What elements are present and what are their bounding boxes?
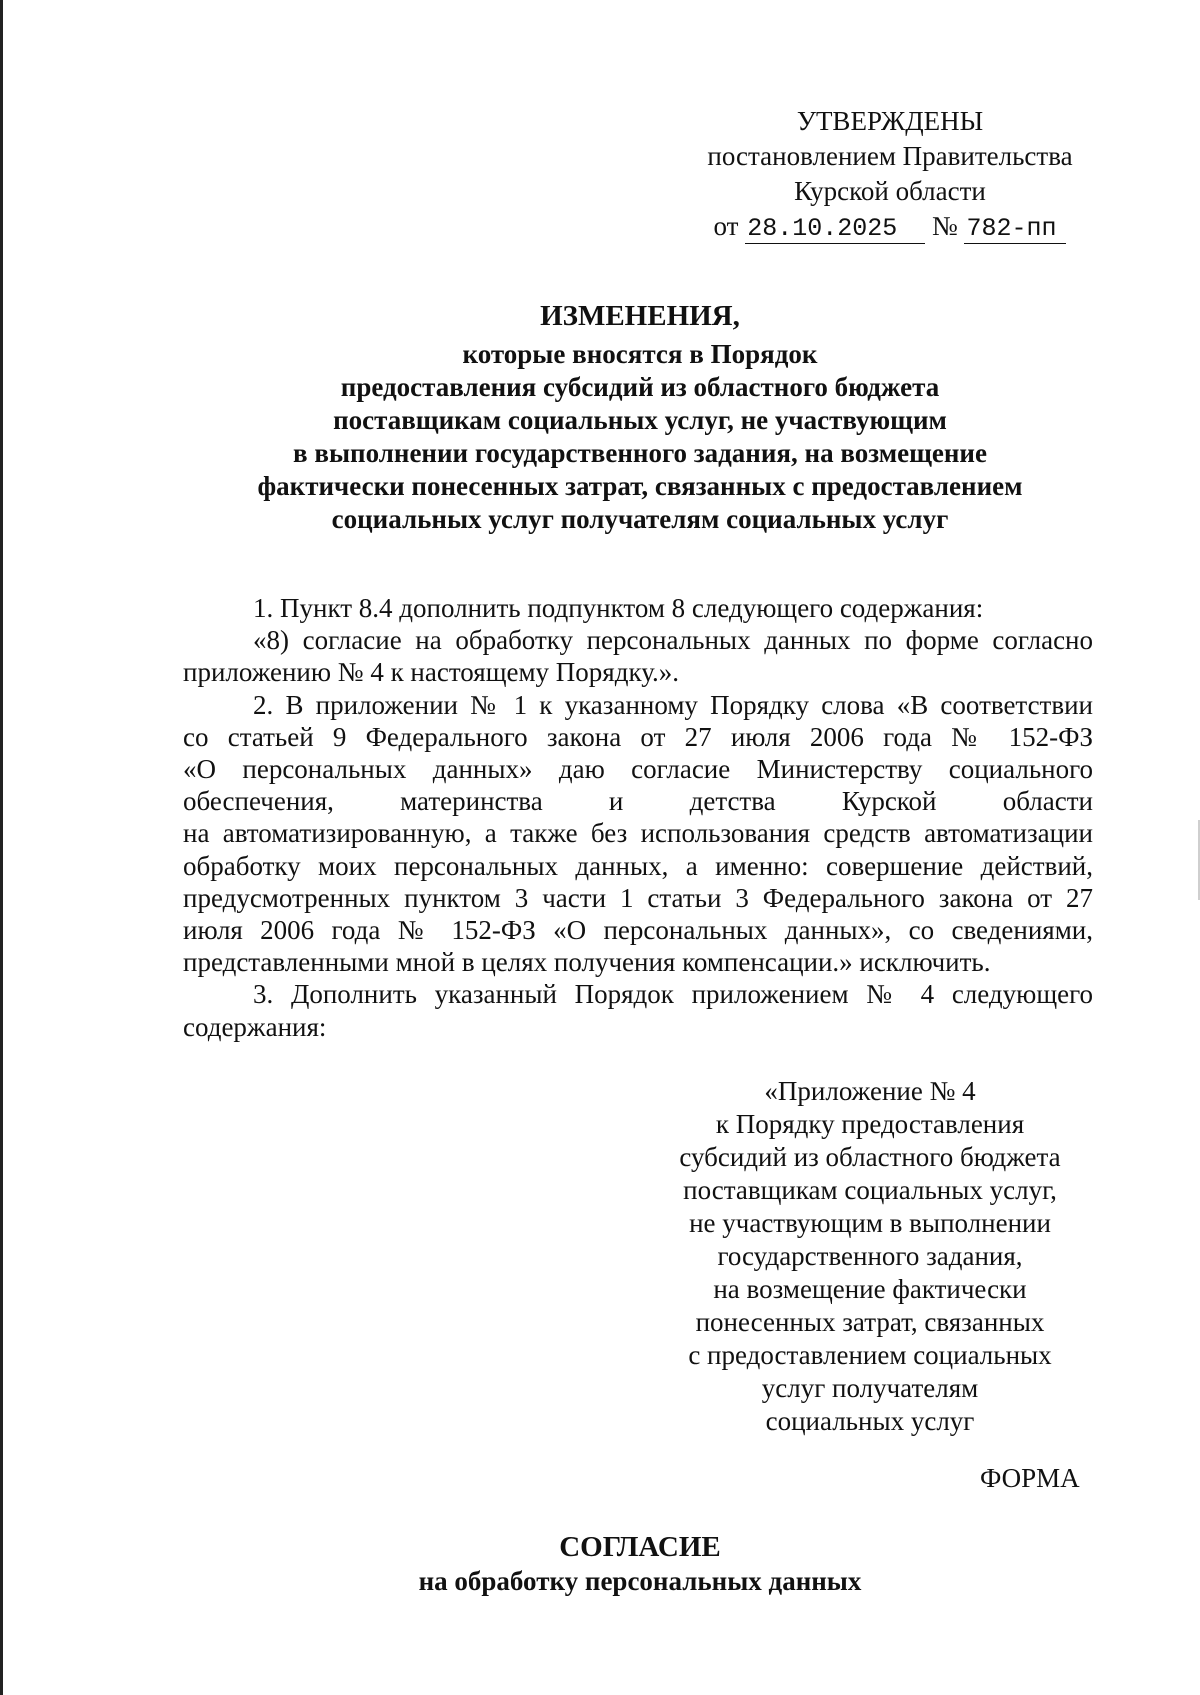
paragraph-4-line: 3. Дополнить указанный Порядок приложением № 4 следующего (253, 979, 1093, 1010)
appendix-line: понесенных затрат, связанных (695, 1307, 1045, 1337)
appendix-line: государственного задания, (717, 1241, 1023, 1271)
document-title (180, 300, 1100, 536)
approval-block (660, 104, 1120, 244)
title-line: фактически понесенных затрат, связанных с предоставлением (257, 471, 1023, 501)
title-main: ИЗМЕНЕНИЯ, (540, 300, 740, 332)
paragraph-3-line: на автоматизированную, а также без использования средств автоматизации (183, 818, 1093, 849)
appendix-header (650, 1075, 1090, 1438)
appendix-line: к Порядку предоставления (715, 1109, 1025, 1139)
approval-heading: УТВЕРЖДЕНЫ (796, 106, 984, 136)
approval-date-value: 28.10.2025 (745, 215, 925, 244)
approval-region: Курской области (794, 176, 986, 206)
approval-date-line (660, 209, 1120, 244)
appendix-line: поставщикам социальных услуг, (683, 1175, 1057, 1205)
date-prefix: от (713, 211, 739, 241)
paragraph-3-line: июля 2006 года № 152-ФЗ «О персональных данных», со сведениями, (183, 915, 1093, 946)
paragraph-1: 1. Пункт 8.4 дополнить подпунктом 8 следующего содержания: (253, 593, 984, 623)
paragraph-3-line: обработку моих персональных данных, а именно: совершение действий, (183, 850, 1093, 881)
paragraph-3-line: «О персональных данных» даю согласие Министерству социального (183, 754, 1093, 785)
paragraph-2-line: приложению № 4 к настоящему Порядку.». (183, 657, 679, 688)
consent-title: СОГЛАСИЕ (559, 1531, 721, 1563)
form-label: ФОРМА (980, 1463, 1080, 1493)
approval-resolution: постановлением Правительства (707, 141, 1073, 171)
title-line: которые вносятся в Порядок (462, 339, 818, 369)
document-body (183, 592, 1093, 1043)
appendix-line: социальных услуг (765, 1406, 975, 1436)
paragraph-3-line: предусмотренных пунктом 3 части 1 статьи 3 Федерального закона от 27 (183, 882, 1093, 913)
title-line: в выполнении государственного задания, на возмещение (293, 438, 987, 468)
consent-subtitle: на обработку персональных данных (418, 1566, 862, 1596)
appendix-line: с предоставлением социальных (688, 1340, 1052, 1370)
approval-number-value: 782-пп (964, 215, 1066, 244)
scan-edge-left (0, 0, 3, 1695)
paragraph-3-line: со статьей 9 Федерального закона от 27 июля 2006 года № 152-ФЗ (183, 721, 1093, 752)
title-line: поставщикам социальных услуг, не участвующим (333, 405, 947, 435)
paragraph-3-line: 2. В приложении № 1 к указанному Порядку слова «В соответствии (253, 689, 1093, 720)
paragraph-2-line: «8) согласие на обработку персональных данных по форме согласно (253, 625, 1093, 656)
title-line: социальных услуг получателям социальных услуг (331, 504, 949, 534)
title-line: предоставления субсидий из областного бюджета (340, 372, 940, 402)
number-prefix: № (931, 211, 958, 241)
paragraph-3-line: представленными мной в целях получения компенсации.» исключить. (183, 947, 991, 978)
appendix-line: на возмещение фактически (713, 1274, 1027, 1304)
appendix-line: не участвующим в выполнении (689, 1208, 1051, 1238)
paragraph-4-line: содержания: (183, 1011, 327, 1042)
consent-heading (180, 1530, 1100, 1598)
paragraph-3-line: обеспечения, материнства и детства Курской области (183, 786, 1093, 817)
appendix-line: «Приложение № 4 (764, 1076, 976, 1106)
appendix-line: услуг получателям (761, 1373, 979, 1403)
appendix-line: субсидий из областного бюджета (679, 1142, 1061, 1172)
